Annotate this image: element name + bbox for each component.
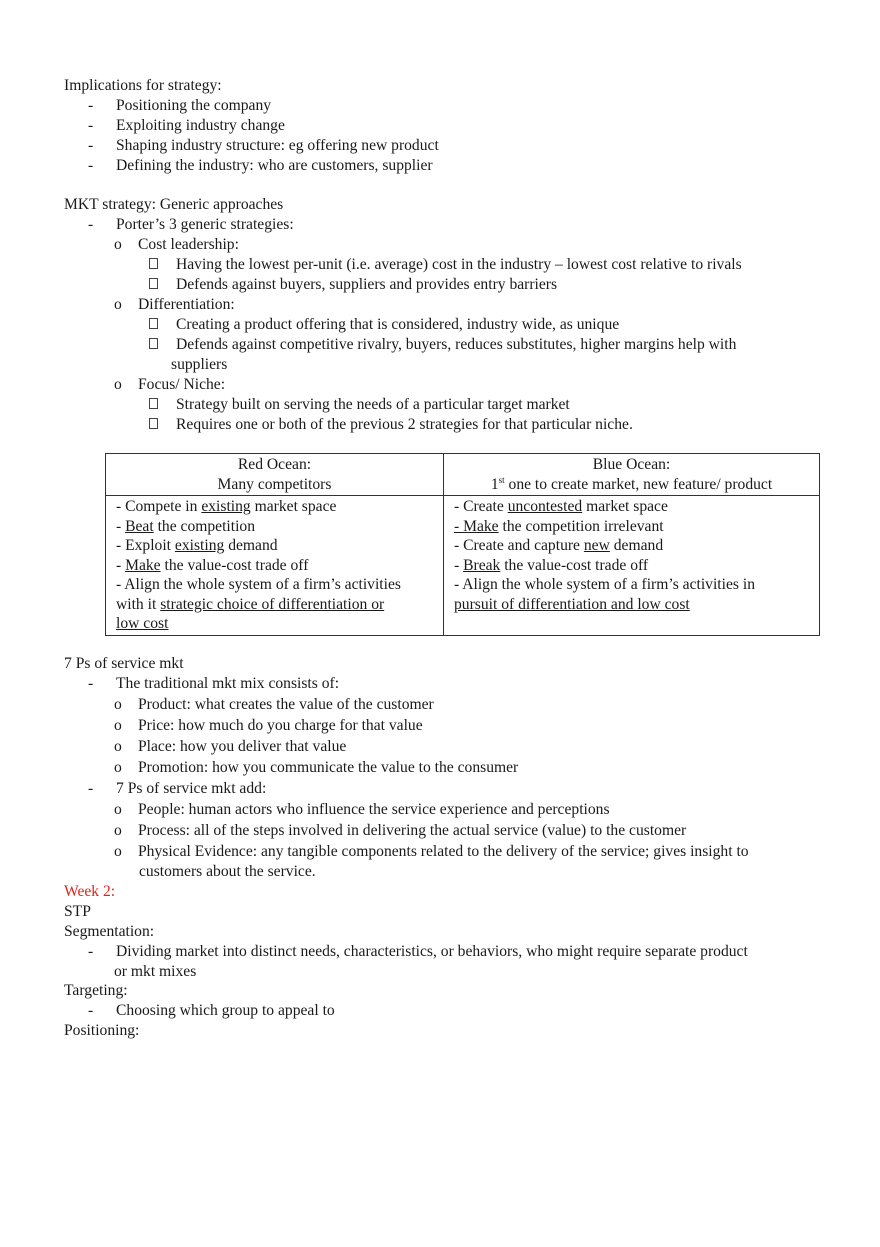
list-item: [64, 335, 824, 355]
square-bullet-icon: [149, 318, 158, 329]
dash-marker: -: [88, 779, 94, 797]
document-page: [64, 76, 824, 1041]
red-ocean-header: [106, 454, 444, 496]
table-line: - Align the whole system of a firm’s activities: [116, 576, 401, 593]
red-ocean-title: Red Ocean:: [237, 456, 312, 473]
list-item: [64, 156, 824, 176]
blue-ocean-subtitle: [454, 475, 809, 495]
mkt-strategy-heading: MKT strategy: Generic approaches: [64, 196, 284, 213]
table-line: pursuit of differentiation and low cost: [454, 595, 690, 613]
dash-marker: -: [88, 674, 94, 692]
list-item-text: 7 Ps of service mkt add:: [116, 779, 267, 797]
list-item: [64, 255, 824, 275]
table-line: - Align the whole system of a firm’s activities in: [454, 576, 755, 593]
list-item: [64, 295, 824, 315]
list-item: [64, 96, 824, 116]
square-bullet-icon: [149, 398, 158, 409]
table-line: - Exploit existing demand: [116, 537, 278, 554]
table-line: - Create and capture new demand: [454, 537, 664, 554]
list-item-continuation: suppliers: [171, 356, 228, 373]
list-item-text: Porter’s 3 generic strategies:: [116, 216, 294, 233]
list-item-text: Cost leadership:: [138, 236, 239, 253]
blue-ocean-cell: [444, 496, 820, 636]
dash-marker: -: [88, 216, 94, 233]
list-item-continuation: customers about the service.: [139, 862, 316, 880]
dash-marker: -: [88, 1001, 94, 1019]
list-item: [64, 1001, 824, 1021]
dash-marker: -: [88, 137, 94, 154]
list-item: [64, 778, 824, 799]
positioning-heading: Positioning:: [64, 1021, 140, 1039]
list-item-text: Choosing which group to appeal to: [116, 1001, 335, 1019]
circle-marker: o: [114, 800, 122, 818]
circle-marker: o: [114, 821, 122, 839]
list-item: [64, 116, 824, 136]
circle-marker: o: [114, 842, 122, 860]
list-item-text: Dividing market into distinct needs, characteristics, or behaviors, who might require separate product: [116, 942, 748, 960]
table-line: - Break the value-cost trade off: [454, 556, 649, 574]
targeting-heading: Targeting:: [64, 981, 128, 999]
circle-marker: o: [114, 716, 122, 734]
circle-marker: o: [114, 376, 122, 393]
table-line: - Beat the competition: [116, 517, 256, 535]
table-line: low cost: [116, 615, 169, 632]
list-item-text: Exploiting industry change: [116, 117, 285, 134]
table-line: - Compete in existing market space: [116, 498, 337, 515]
list-item-text: Place: how you deliver that value: [138, 737, 347, 755]
table-header-row: [106, 454, 820, 496]
list-item: [64, 395, 824, 415]
list-item: [64, 674, 824, 694]
list-item: [64, 275, 824, 295]
square-bullet-icon: [149, 258, 158, 269]
week-2-heading: Week 2:: [64, 882, 116, 900]
list-item-text: The traditional mkt mix consists of:: [116, 674, 340, 692]
square-bullet-icon: [149, 338, 158, 349]
list-item-text: Physical Evidence: any tangible components related to the delivery of the service; gives insight to: [138, 842, 749, 860]
list-item-text: Differentiation:: [138, 296, 235, 313]
list-item-text: Having the lowest per-unit (i.e. average) cost in the industry – lowest cost relative to rivals: [176, 256, 742, 273]
dash-marker: -: [88, 942, 94, 960]
list-item: [64, 757, 824, 778]
list-item: [64, 315, 824, 335]
list-item: [64, 136, 824, 156]
ordinal-number: 1: [490, 475, 499, 493]
dash-marker: -: [88, 97, 94, 114]
square-bullet-icon: [149, 278, 158, 289]
list-item: [64, 375, 824, 395]
list-item: [64, 841, 824, 862]
ordinal-suffix: st: [498, 474, 505, 485]
list-item-text: Creating a product offering that is considered, industry wide, as unique: [176, 316, 620, 333]
list-item: [64, 942, 824, 962]
list-item-text: Positioning the company: [116, 97, 272, 114]
square-bullet-icon: [149, 418, 158, 429]
list-item: [64, 715, 824, 736]
table-line: with it strategic choice of differentiation or: [116, 595, 385, 613]
list-item: [64, 736, 824, 757]
list-item-text: Price: how much do you charge for that value: [138, 716, 423, 734]
dash-marker: -: [88, 117, 94, 134]
list-item: [64, 235, 824, 255]
list-item: [64, 820, 824, 841]
stp-heading: STP: [64, 902, 91, 920]
list-item-text: Focus/ Niche:: [138, 376, 226, 393]
list-item: [64, 215, 824, 235]
blue-ocean-subtitle-text: one to create market, new feature/ product: [504, 475, 773, 493]
table-line: - Create uncontested market space: [454, 498, 668, 515]
table-line: - Make the competition irrelevant: [454, 517, 664, 535]
seven-ps-heading: 7 Ps of service mkt: [64, 654, 184, 672]
blue-ocean-title: Blue Ocean:: [592, 456, 671, 473]
list-item-text: Process: all of the steps involved in delivering the actual service (value) to the customer: [138, 821, 687, 839]
table-row: [106, 496, 820, 636]
list-item-text: Requires one or both of the previous 2 strategies for that particular niche.: [176, 416, 633, 433]
circle-marker: o: [114, 737, 122, 755]
list-item-text: Defends against competitive rivalry, buyers, reduces substitutes, higher margins help with: [176, 336, 737, 353]
table-line: - Make the value-cost trade off: [116, 556, 309, 574]
ocean-comparison-table: [105, 453, 820, 636]
circle-marker: o: [114, 296, 122, 313]
list-item-text: Strategy built on serving the needs of a particular target market: [176, 396, 570, 413]
list-item: [64, 799, 824, 820]
dash-marker: -: [88, 157, 94, 174]
list-item-text: Defining the industry: who are customers, supplier: [116, 157, 433, 174]
list-item-continuation: or mkt mixes: [114, 962, 197, 980]
segmentation-heading: Segmentation:: [64, 922, 155, 940]
red-ocean-subtitle: Many competitors: [217, 475, 332, 493]
list-item-text: Product: what creates the value of the customer: [138, 695, 434, 713]
circle-marker: o: [114, 758, 122, 776]
list-item: [64, 694, 824, 715]
implications-heading: Implications for strategy:: [64, 77, 222, 94]
list-item-text: Promotion: how you communicate the value to the consumer: [138, 758, 519, 776]
list-item: [64, 415, 824, 435]
list-item-text: Shaping industry structure: eg offering new product: [116, 137, 439, 154]
list-item-text: Defends against buyers, suppliers and provides entry barriers: [176, 276, 558, 293]
circle-marker: o: [114, 695, 122, 713]
red-ocean-cell: [106, 496, 444, 636]
blue-ocean-header: [444, 454, 820, 496]
list-item-text: People: human actors who influence the service experience and perceptions: [138, 800, 610, 818]
circle-marker: o: [114, 236, 122, 253]
